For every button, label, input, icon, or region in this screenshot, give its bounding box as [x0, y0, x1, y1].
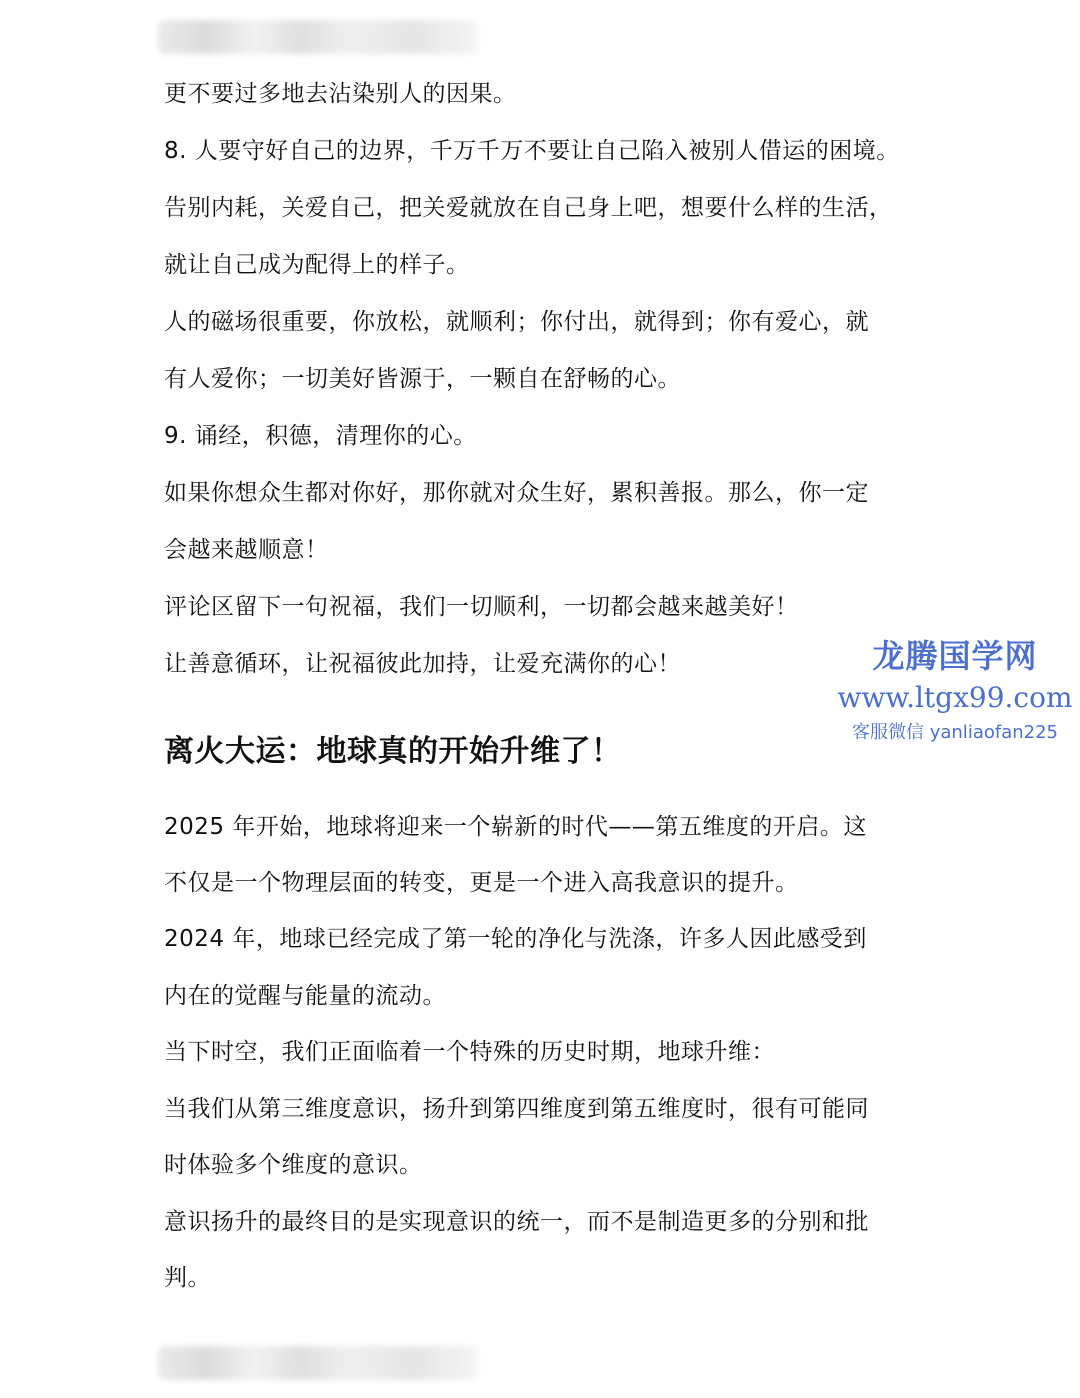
paragraph-line: 告别内耗，关爱自己，把关爱就放在自己身上吧，想要什么样的生活，	[164, 195, 893, 221]
paragraph-line: 更不要过多地去沾染别人的因果。	[164, 81, 517, 107]
section-line: 意识扬升的最终目的是实现意识的统一，而不是制造更多的分别和批	[164, 1209, 869, 1235]
section-line: 不仅是一个物理层面的转变，更是一个进入高我意识的提升。	[164, 870, 799, 896]
paragraph-line: 评论区留下一句祝福，我们一切顺利，一切都会越来越美好！	[164, 594, 799, 620]
paragraph-line: 会越来越顺意！	[164, 537, 329, 563]
section-line: 判。	[164, 1265, 211, 1291]
section-heading: 离火大运：地球真的开始升维了！	[164, 734, 622, 769]
watermark-url: www.ltgx99.com	[837, 681, 1073, 714]
paragraph-line: 9. 诵经，积德，清理你的心。	[164, 423, 477, 449]
paragraph-line: 8. 人要守好自己的边界，千万千万不要让自己陷入被别人借运的困境。	[164, 138, 900, 164]
section-line: 2025 年开始，地球将迎来一个崭新的时代——第五维度的开启。这	[164, 814, 867, 840]
blurred-header-strip	[158, 20, 478, 54]
watermark-wechat: 客服微信 yanliaofan225	[852, 722, 1058, 743]
paragraph-line: 人的磁场很重要，你放松，就顺利；你付出，就得到；你有爱心，就	[164, 309, 869, 335]
paragraph-line: 就让自己成为配得上的样子。	[164, 252, 470, 278]
section-line: 当下时空，我们正面临着一个特殊的历史时期，地球升维：	[164, 1039, 775, 1065]
blurred-footer-strip	[158, 1346, 478, 1380]
section-line: 2024 年，地球已经完成了第一轮的净化与洗涤，许多人因此感受到	[164, 926, 867, 952]
section-line: 时体验多个维度的意识。	[164, 1152, 423, 1178]
section-line: 当我们从第三维度意识，扬升到第四维度到第五维度时，很有可能同	[164, 1096, 869, 1122]
watermark-site-name: 龙腾国学网	[872, 637, 1038, 675]
paragraph-line: 有人爱你；一切美好皆源于，一颗自在舒畅的心。	[164, 366, 681, 392]
paragraph-line: 让善意循环，让祝福彼此加持，让爱充满你的心！	[164, 651, 681, 677]
site-watermark	[830, 636, 1080, 746]
paragraph-line: 如果你想众生都对你好，那你就对众生好，累积善报。那么，你一定	[164, 480, 869, 506]
section-line: 内在的觉醒与能量的流动。	[164, 983, 446, 1009]
